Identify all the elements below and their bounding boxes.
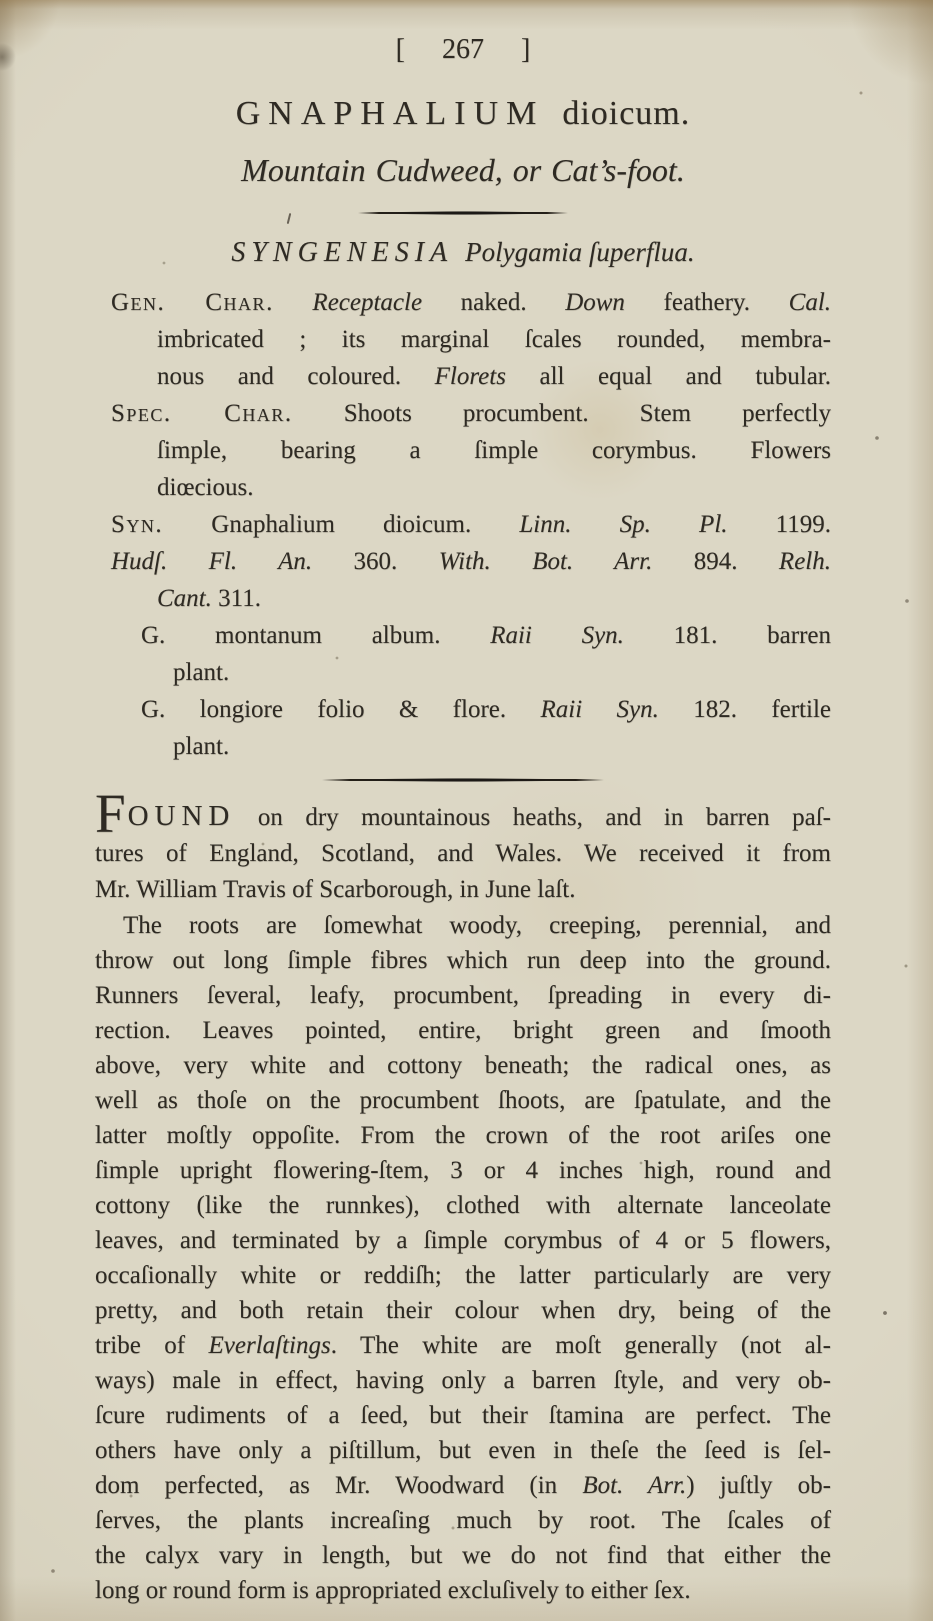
generic-character-block [111,284,831,395]
text-line: G. longiore folio & flore. Raii Syn. 182. fertile [141,696,831,723]
text-line: cottony (like the runnkes), clothed with alternate lanceolate [95,1192,831,1219]
text-line: pretty, and both retain their colour when dry, being of the [95,1297,831,1324]
classification-line [95,235,831,270]
ornamental-rule-middle [322,777,604,782]
synonyms-block [111,506,831,617]
synonym-g-longiore-block [111,691,831,765]
description-paragraph [95,908,831,1608]
genus-name: GNAPHALIUM [235,95,545,132]
text-line: Spec. Char. Shoots procumbent. Stem perfectly [111,400,831,427]
text-line: dom perfected, as Mr. Woodward (in Bot. Arr.) juſtly ob- [95,1472,831,1499]
text-line: ſerves, the plants increaſing much by root. The ſcales of [95,1507,831,1534]
text-line: the calyx vary in length, but we do not find that either the [95,1542,831,1569]
linnaean-class: SYNGENESIA [231,237,454,268]
text-line: throw out long ſimple fibres which run deep into the ground. [95,947,831,974]
text-column [95,0,831,1608]
specific-character-block [111,395,831,506]
linnaean-order: Polygamia ſuperflua. [465,237,695,267]
text-line: rection. Leaves pointed, entire, bright green and ſmooth [95,1017,831,1044]
text-line: diœcious. [157,474,254,501]
text-line: ways) male in effect, having only a barren ſtyle, and very ob- [95,1367,831,1394]
text-line: occaſionally white or reddiſh; the latter particularly are very [95,1262,831,1289]
text-line: well as thoſe on the procumbent ſhoots, are ſpatulate, and the [95,1087,831,1114]
text-line: ſimple, bearing a ſimple corymbus. Flowers [157,437,831,464]
found-paragraph [95,783,831,908]
text-line: Cant. 311. [157,585,261,612]
text-line: long or round form is appropriated excluſively to either ſex. [95,1577,691,1604]
text-line: ſcure rudiments of a ſeed, but their ſtamina are perfect. The [95,1402,831,1429]
paper-speckles [0,0,2,2]
text-line: Hudſ. Fl. An. 360. With. Bot. Arr. 894. Relh. [111,548,831,575]
text-line: ſimple upright flowering-ſtem, 3 or 4 inches high, round and [95,1157,831,1184]
text-line: G. montanum album. Raii Syn. 181. barren [141,622,831,649]
text-line: Mr. William Travis of Scarborough, in June laſt. [95,876,576,903]
text-line: Syn. Gnaphalium dioicum. Linn. Sp. Pl. 1199. [111,511,831,538]
ornamental-rule-top [358,210,568,215]
text-line: tures of England, Scotland, and Wales. We received it from [95,840,831,867]
text-line: tribe of Everlaſtings. The white are moſt generally (not al- [95,1332,831,1359]
synonym-g-montanum-block [111,617,831,691]
text-line: plant. [173,659,230,686]
text-line: imbricated ; its marginal ſcales rounded, membra- [157,326,831,353]
text-line: latter moſtly oppoſite. From the crown of the root ariſes one [95,1122,831,1149]
text-line: above, very white and cottony beneath; the radical ones, as [95,1052,831,1079]
text-line: The roots are ſomewhat woody, creeping, perennial, and [123,912,831,939]
text-line: others have only a piſtillum, but even in theſe the ſeed is ſel- [95,1437,831,1464]
species-epithet: dioicum. [562,95,691,132]
text-line: leaves, and terminated by a ſimple corymbus of 4 or 5 flowers, [95,1227,831,1254]
page-number: [ 267 ] [395,34,531,65]
text-line: Gen. Char. Receptacle naked. Down feathery. Cal. [111,289,832,316]
text-line: FOUND on dry mountainous heaths, and in barren paſ- [95,783,831,844]
text-line: nous and coloured. Florets all equal and tubular. [157,363,832,390]
species-title [95,92,831,136]
common-name: Mountain Cudweed, or Cat’s-foot. [241,152,685,188]
text-line: Runners ſeveral, leafy, procumbent, ſpreading in every di- [95,982,831,1009]
text-line: plant. [173,733,230,760]
